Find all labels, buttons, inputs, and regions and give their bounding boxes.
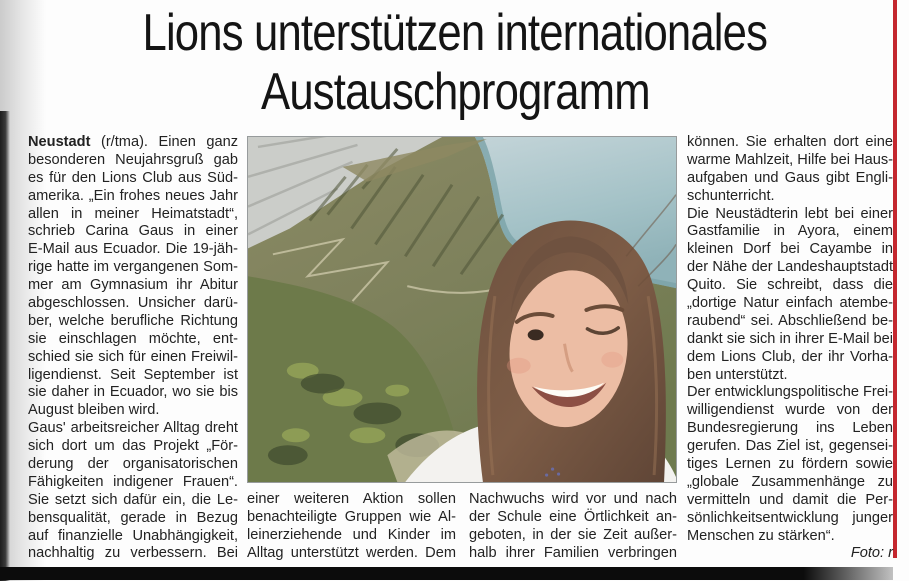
text-line: „globale Zusammenhänge zu <box>687 473 893 490</box>
text-line: sie einschlagen möchte, ent- <box>28 330 238 347</box>
text-line: Quito. Sie schreibt, dass die <box>687 277 893 294</box>
open-eye <box>528 329 544 340</box>
article-column-4 <box>687 134 893 563</box>
text-line: aufgaben und Gaus gibt Engli- <box>687 169 893 186</box>
text-line: schunterricht. <box>687 187 775 204</box>
text-line: dem Lions Club, der ihr Vorha- <box>687 348 893 365</box>
text-line: Foto: r <box>850 545 893 562</box>
text-line: schrieb Carina Gaus in einer <box>28 223 238 240</box>
text-line: Nachwuchs wird vor und nach <box>469 491 677 507</box>
text-line: abgeschlossen. Unsicher darü- <box>28 295 238 312</box>
text-line: Gastfamilie in Ayora, einem <box>687 223 893 240</box>
headline-line-1: Lions unterstützen internationales <box>142 4 768 62</box>
right-cheek-blush <box>601 352 623 368</box>
text-line: Der entwicklungspolitische Frei- <box>687 384 894 401</box>
text-line: der Nähe der Landeshauptstadt <box>687 259 893 276</box>
page-bottom-rule <box>0 567 893 580</box>
text-line: mer am Gymnasium ihr Abitur <box>28 277 238 294</box>
text-line: Menschen zu stärken“. <box>687 527 835 544</box>
text-line: E-Mail aus Ecuador. Die 19-jäh- <box>28 241 238 258</box>
text-line: Alltag unterstützt werden. Dem <box>247 544 456 561</box>
text-line: Neustadt (r/tma). Einen ganz <box>28 134 238 150</box>
text-line: bensqualität, gerade in Bezug <box>28 509 238 526</box>
text-line: derung der organisatorischen <box>28 456 238 473</box>
text-line: ber, welche berufliche Richtung <box>28 312 238 329</box>
text-line: auf finanzielle Unabhängigkeit, <box>28 527 238 544</box>
text-line: einer weiteren Aktion sollen <box>247 491 456 507</box>
text-line: besonderen Neujahrsgruß gab <box>28 151 238 168</box>
text-line: tiges Lernen zu fördern sowie <box>687 456 893 473</box>
article-column-1 <box>28 134 238 563</box>
text-line: ben unterstützt. <box>687 366 788 383</box>
text-line: geboten, in der sie Zeit außer- <box>469 526 677 543</box>
text-line: leinerziehende und Kinder im <box>247 526 456 543</box>
text-line: sönlichkeitsentwicklung junger <box>687 509 893 526</box>
text-line: „dortige Natur einfach atembe- <box>687 295 893 312</box>
text-line: Sie setzt sich dafür ein, die Le- <box>28 491 238 508</box>
text-line: August bleiben wird. <box>28 402 160 419</box>
text-line: Bundesregierung ins Leben <box>687 420 893 437</box>
text-line: dankt sie sich in ihrer E-Mail bei <box>687 330 894 347</box>
article-headline <box>40 4 870 122</box>
text-line: ligendienst. Seit September ist <box>28 366 238 383</box>
article-column-2 <box>247 491 456 563</box>
text-line: warme Mahlzeit, Hilfe bei Haus- <box>687 151 894 168</box>
text-line: kleinen Dorf bei Cayambe in <box>687 241 893 258</box>
text-line: der Schule eine Örtlichkeit an- <box>469 508 677 525</box>
text-line: rige hatte im vergangenen Som- <box>28 259 238 276</box>
scan-edge-shadow <box>0 111 10 581</box>
text-line: sie daher in Ecuador, wo sie bis <box>28 384 238 401</box>
text-line: benachteiligte Gruppen wie Al- <box>247 508 456 525</box>
article-photo <box>247 136 677 483</box>
page-margin-rule <box>893 0 897 558</box>
text-line: Gaus' arbeitsreicher Alltag dreht <box>28 420 238 437</box>
text-line: halb ihrer Familien verbringen <box>469 544 677 561</box>
left-cheek-blush <box>507 358 531 374</box>
text-line: gerufen. Das Ziel ist, gegensei- <box>687 438 893 455</box>
text-line: raubend“ sei. Abschließend be- <box>687 312 893 329</box>
article-column-3 <box>469 491 677 563</box>
text-line: sich dort um das Projekt „För- <box>28 438 238 455</box>
text-line: amerika. „Ein frohes neues Jahr <box>28 187 238 204</box>
text-line: Die Neustädterin lebt bei einer <box>687 205 893 222</box>
text-line: können. Sie erhalten dort eine <box>687 134 893 150</box>
text-line: allen in meiner Heimatstadt“, <box>28 205 238 222</box>
text-line: Fähigkeiten indigener Frauen“. <box>28 473 238 490</box>
text-line: schied sie sich für einen Freiwil- <box>28 348 238 365</box>
text-line: vermitteln und damit die Per- <box>687 491 893 508</box>
photo-illustration <box>248 137 676 482</box>
text-line: nachhaltig zu verbessern. Bei <box>28 545 238 562</box>
headline-line-2: Austauschprogramm <box>260 63 650 121</box>
text-line: es für den Lions Club aus Süd- <box>28 169 238 186</box>
text-line: willigendienst wurde von der <box>687 402 893 419</box>
